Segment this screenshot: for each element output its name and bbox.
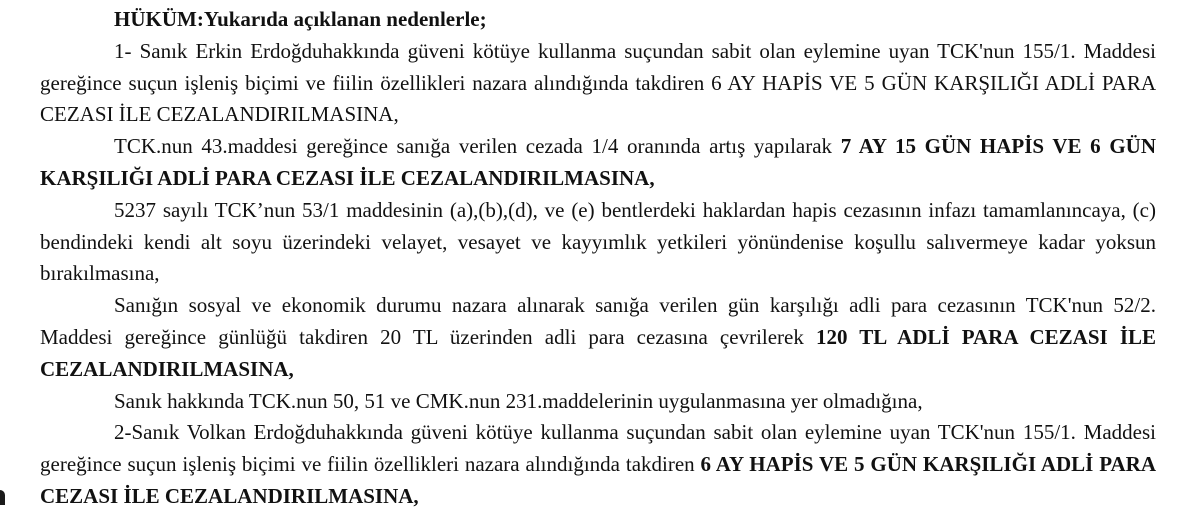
paragraph-text: 1- Sanık Erkin Erdoğduhakkında güveni kötüye kullanma suçundan sabit olan eylemine uyan TCK'nun 155/1. Maddesi gereğince suçun işleniş biçimi ve fiilin özellikleri nazara alındığında takdiren 6 AY HAPİS VE 5 GÜN KARŞILIĞI ADLİ PARA CEZASI İLE CEZALANDIRILMASINA, [40,38,1156,127]
paragraph-bold-text: 120 TL ADLİ PARA CEZASI İLE CEZALANDIRILMASINA, [40,324,1157,381]
paragraph-bold-text: 7 AY 15 GÜN HAPİS VE 6 GÜN KARŞILIĞI ADLİ PARA CEZASI İLE CEZALANDIRILMASINA, [40,134,1156,190]
paragraph-text: 5237 sayılı TCK’nun 53/1 maddesinin (a),(b),(d), ve (e) bentlerdeki haklardan hapis cezasının infazı tamamlanıncaya, (c) bendindeki kendi alt soyu üzerindeki velayet, vesayet ve kayyımlık yetkileri yönündenise koşullu salıvermeye kadar yoksun bırakılmasına, [40,197,1156,286]
paragraph-text: Sanık hakkında TCK.nun 50, 51 ve CMK.nun 231.maddelerinin uygulanmasına yer olmadığına, [114,388,923,413]
paragraph-text: TCK.nun 43.maddesi gereğince sanığa verilen cezada 1/4 oranında artış yapılarak [114,134,841,159]
verdict-heading [40,4,1156,36]
verdict-heading-text: Yukarıda açıklanan nedenlerle; [203,7,487,31]
paragraph-bold-text: 6 AY HAPİS VE 5 GÜN KARŞILIĞI ADLİ PARA CEZASI İLE CEZALANDIRILMASINA, [40,452,1156,508]
verdict-paragraph-4 [40,290,1156,385]
paragraph-text: 2-Sanık Volkan Erdoğduhakkında güveni kötüye kullanma suçundan sabit olan eylemine uyan TCK'nun 155/1. Maddesi gereğince suçun işleniş biçimi ve fiilin özellikleri nazara alındığında takdiren [40,420,1156,477]
paragraph-text: Sanığın sosyal ve ekonomik durumu nazara alınarak sanığa verilen gün karşılığı adli para cezasının TCK'nun 52/2. Maddesi gereğince günlüğü takdiren 20 TL üzerinden adli para cezasına çevrilerek [40,293,1156,349]
page-edge-mark [0,490,5,505]
verdict-paragraph-5 [40,386,1156,418]
verdict-document [40,4,1156,513]
verdict-paragraph-2 [40,131,1156,195]
verdict-paragraph-1 [40,36,1156,131]
verdict-paragraph-3 [40,195,1156,290]
verdict-paragraph-6 [40,417,1156,512]
verdict-heading-label: HÜKÜM: [114,7,204,31]
